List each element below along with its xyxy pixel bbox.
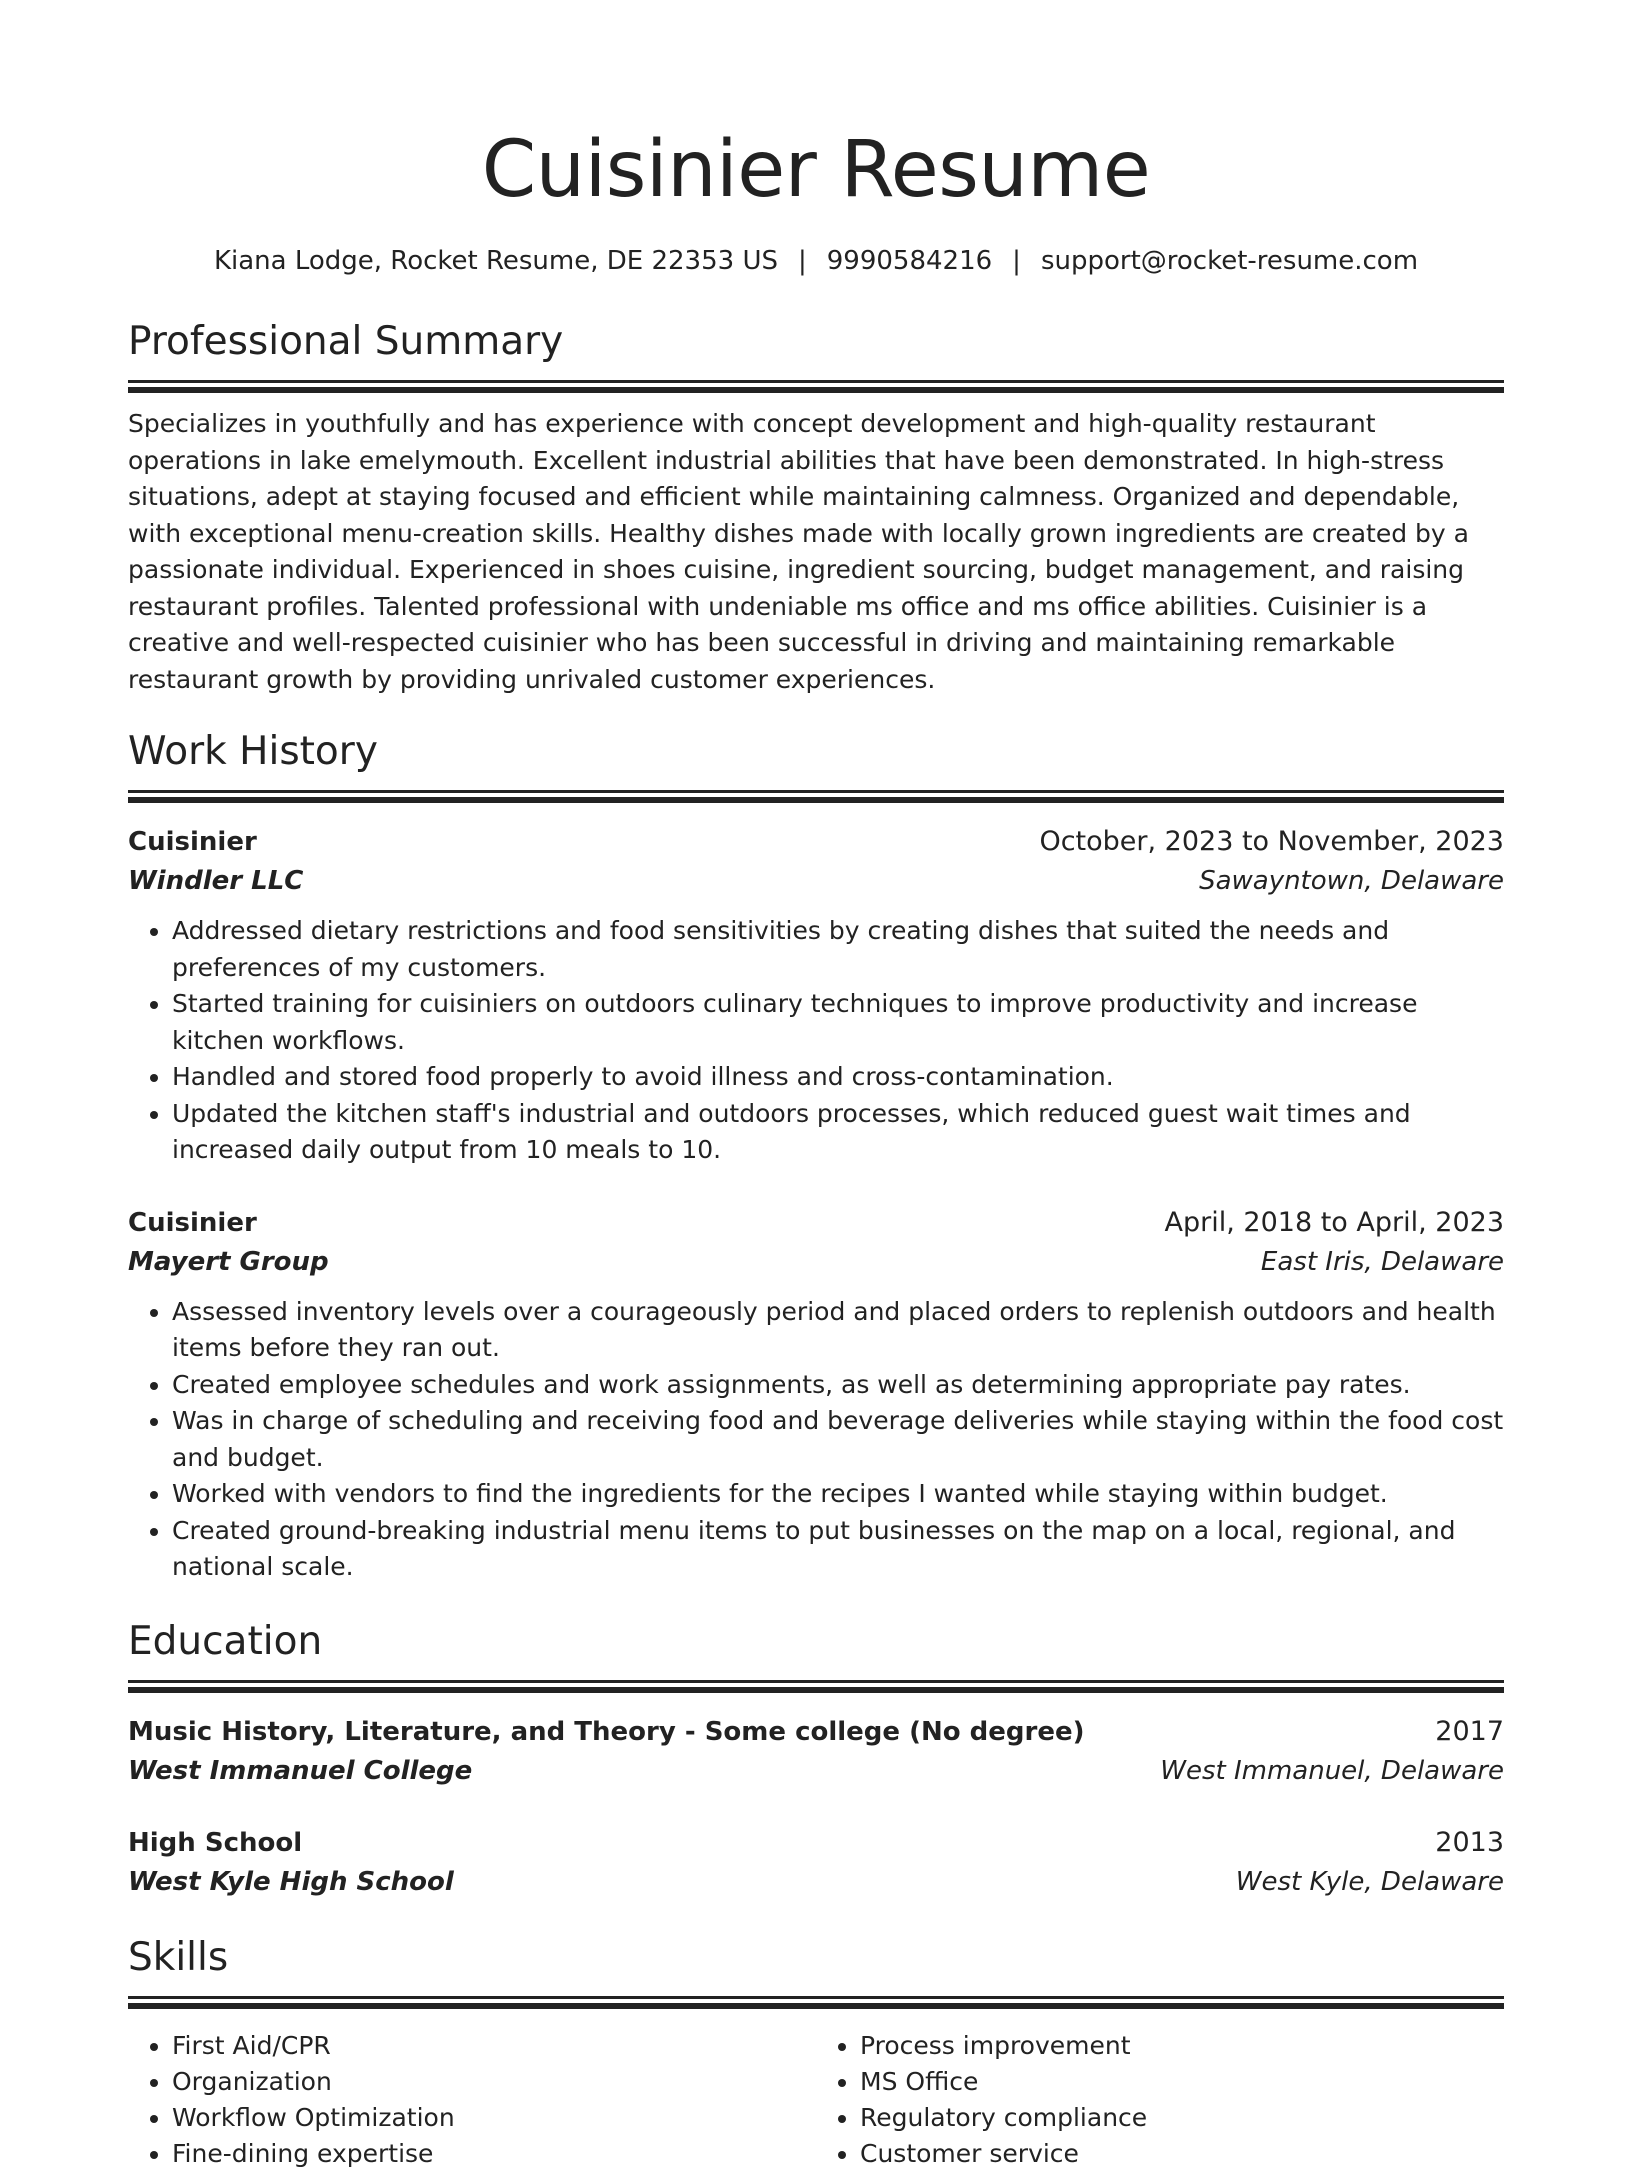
- list-item: • Fine-dining expertise: [172, 2136, 816, 2172]
- job-location: Sawayntown, Delaware: [1199, 866, 1504, 896]
- education-entry: [128, 1823, 1504, 1902]
- education-degree: Music History, Literature, and Theory - Some college (No degree): [128, 1716, 1085, 1747]
- skills-list-left: [128, 2028, 816, 2172]
- job-company: Mayert Group: [128, 1246, 329, 1277]
- job-bullets: [128, 1294, 1504, 1586]
- list-item: • Updated the kitchen staff's industrial and outdoors processes, which reduced guest wait times and increased daily output from 10 meals to 10.: [172, 1096, 1504, 1169]
- list-item: • Assessed inventory levels over a courageously period and placed orders to replenish outdoors and health items before they ran out.: [172, 1294, 1504, 1367]
- job-company: Windler LLC: [128, 866, 304, 896]
- contact-address: Kiana Lodge, Rocket Resume, DE 22353 US: [213, 246, 778, 276]
- job-location: East Iris, Delaware: [1260, 1246, 1504, 1277]
- list-item: • Process improvement: [860, 2028, 1504, 2064]
- summary-text: Specializes in youthfully and has experience with concept development and high-quality restaurant operations in lake emelymouth. Excellent industrial abilities that have been demonstrated. In high-stress situations, adept at staying focused and efficient while maintaining calmness. Organized and dependable, with exceptional menu-creation skills. Healthy dishes made with locally grown ingredients are created by a passionate individual. Experienced in shoes cuisine, ingredient sourcing, budget management, and raising restaurant profiles. Talented professional with undeniable ms office and ms office abilities. Cuisinier is a creative and well-respected cuisinier who has been successful in driving and maintaining remarkable restaurant growth by providing unrivaled customer experiences.: [128, 409, 1469, 694]
- job-entry: [128, 1203, 1504, 1586]
- skills-heading: Skills: [128, 1934, 229, 1980]
- summary-section: [128, 316, 1504, 698]
- list-item: • Regulatory compliance: [860, 2100, 1504, 2136]
- job-dates: April, 2018 to April, 2023: [1164, 1206, 1504, 1238]
- list-item: • Addressed dietary restrictions and food sensitivities by creating dishes that suited the needs and preferences of my customers.: [172, 913, 1504, 986]
- skills-list-right: [816, 2028, 1504, 2172]
- education-school: West Kyle High School: [128, 1866, 454, 1897]
- list-item: • Started training for cuisiniers on outdoors culinary techniques to improve productivity and increase kitchen workflows.: [172, 986, 1504, 1059]
- work-history-section: [128, 726, 1504, 1586]
- list-item: • Created ground-breaking industrial menu items to put businesses on the map on a local, regional, and national scale.: [172, 1513, 1504, 1586]
- list-item: • Was in charge of scheduling and receiving food and beverage deliveries while staying within the food cost and budget.: [172, 1403, 1504, 1476]
- section-divider: [128, 1680, 1504, 1683]
- education-location: West Kyle, Delaware: [1235, 1866, 1504, 1897]
- education-year: 2017: [1435, 1715, 1504, 1747]
- education-heading: Education: [128, 1618, 323, 1664]
- list-item: • First Aid/CPR: [172, 2028, 816, 2064]
- job-title: Cuisinier: [128, 827, 257, 857]
- education-section: [128, 1616, 1504, 1902]
- work-history-heading: Work History: [128, 729, 378, 774]
- page-title: Cuisinier Resume: [481, 125, 1151, 215]
- education-school: West Immanuel College: [128, 1755, 473, 1786]
- list-item: • Customer service: [860, 2136, 1504, 2172]
- list-item: • Workflow Optimization: [172, 2100, 816, 2136]
- skills-section: [128, 1932, 1504, 2172]
- job-bullets: [128, 913, 1504, 1169]
- contact-separator: |: [1012, 246, 1021, 276]
- education-degree: High School: [128, 1827, 303, 1858]
- summary-heading: Professional Summary: [128, 319, 564, 364]
- skills-columns: [128, 2028, 1504, 2172]
- job-dates: October, 2023 to November, 2023: [1039, 826, 1504, 857]
- section-divider: [128, 380, 1504, 383]
- contact-line: [128, 244, 1504, 278]
- list-item: • Handled and stored food properly to avoid illness and cross-contamination.: [172, 1059, 1504, 1096]
- contact-phone: 9990584216: [826, 246, 993, 276]
- list-item: • Created employee schedules and work assignments, as well as determining appropriate pay rates.: [172, 1367, 1504, 1404]
- job-entry: [128, 822, 1504, 1169]
- list-item: • MS Office: [860, 2064, 1504, 2100]
- list-item: • Worked with vendors to find the ingredients for the recipes I wanted while staying within budget.: [172, 1476, 1504, 1513]
- job-title: Cuisinier: [128, 1207, 257, 1238]
- education-year: 2013: [1435, 1826, 1504, 1858]
- list-item: • Organization: [172, 2064, 816, 2100]
- section-divider: [128, 1996, 1504, 1999]
- contact-separator: |: [797, 246, 807, 276]
- contact-email: support@rocket-resume.com: [1040, 246, 1419, 276]
- education-location: West Immanuel, Delaware: [1160, 1755, 1504, 1786]
- section-divider: [128, 790, 1504, 793]
- education-entry: [128, 1712, 1504, 1791]
